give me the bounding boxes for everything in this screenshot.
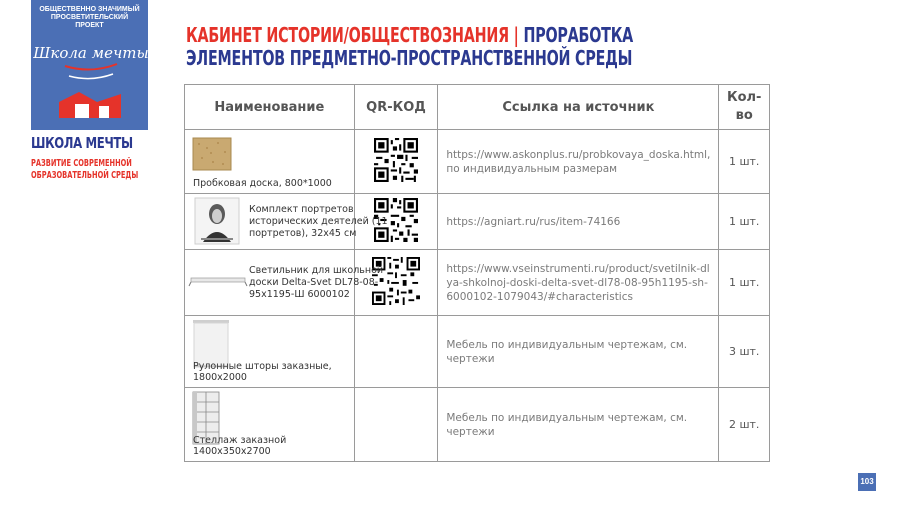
item-name-cell — [185, 130, 355, 194]
brand-name: ШКОЛА МЕЧТЫ — [31, 134, 133, 152]
header-link: Ссылка на источник — [438, 85, 719, 130]
source-note: Мебель по индивидуальным чертежам, см. чертежи — [438, 388, 719, 462]
item-name: Комплект портретов исторических деятелей (11 портретов), 32х45 см — [249, 203, 388, 239]
qr-cell — [354, 130, 438, 194]
source-link[interactable]: https://www.vseinstrumenti.ru/product/svetilnik-dlya-shkolnoj-doski-delta-svet-dl78-08-95h1195-sh-6000102-1079043/#characteristics — [438, 250, 719, 316]
brand-subtitle-line1: РАЗВИТИЕ СОВРЕМЕННОЙ — [31, 158, 132, 169]
item-quantity: 1 шт. — [719, 130, 770, 194]
elements-table — [184, 84, 770, 462]
item-name-cell — [185, 388, 355, 462]
item-quantity: 1 шт. — [719, 194, 770, 250]
page-title — [186, 24, 729, 70]
item-name: Рулонные шторы заказные, 1800х2000 — [193, 361, 332, 383]
item-name: Пробковая доска, 800*1000 — [193, 178, 332, 189]
cork-board-image — [193, 138, 231, 170]
title-section: КАБИНЕТ ИСТОРИИ/ОБЩЕСТВОЗНАНИЯ — [186, 23, 509, 47]
qr-cell — [354, 316, 438, 388]
title-topic: ПРОРАБОТКА ЭЛЕМЕНТОВ ПРЕДМЕТНО-ПРОСТРАНСТВЕННОЙ СРЕДЫ — [186, 23, 634, 70]
page-number: 103 — [858, 473, 876, 491]
table-row — [185, 250, 770, 316]
item-quantity: 2 шт. — [719, 388, 770, 462]
house-icon — [59, 88, 121, 118]
item-name-cell — [185, 194, 388, 250]
lamp-image — [189, 274, 247, 288]
table-row — [185, 316, 770, 388]
header-qty: Кол- во — [719, 85, 770, 130]
table-row — [185, 130, 770, 194]
source-link[interactable]: https://agniart.ru/rus/item-74166 — [438, 194, 719, 250]
item-name: Светильник для школьной доски Delta-Svet DL78-08-95х1195-Ш 6000102 — [249, 264, 384, 300]
item-name-cell — [185, 316, 355, 388]
source-note: Мебель по индивидуальным чертежам, см. чертежи — [438, 316, 719, 388]
portrait-image — [195, 198, 239, 244]
brand-subtitle — [31, 158, 150, 182]
brand-panel — [31, 0, 148, 130]
qr-code-icon[interactable] — [374, 138, 418, 182]
logo-script-text: Школа мечты — [33, 44, 149, 62]
item-name-cell — [185, 250, 384, 316]
title-separator: | — [513, 23, 519, 47]
source-link[interactable]: https://www.askonplus.ru/probkovaya_doska.html, по индивидуальным размерам — [438, 130, 719, 194]
school-of-dreams-logo — [33, 36, 149, 88]
header-qr: QR-КОД — [354, 85, 438, 130]
table-row — [185, 388, 770, 462]
item-name: Стеллаж заказной 1400х350х2700 — [193, 435, 287, 457]
qr-cell — [354, 388, 438, 462]
header-name: Наименование — [185, 85, 355, 130]
brand-subtitle-line2: ОБРАЗОВАТЕЛЬНОЙ СРЕДЫ — [31, 170, 139, 181]
table-header-row — [185, 85, 770, 130]
table-row — [185, 194, 770, 250]
project-label: ОБЩЕСТВЕННО ЗНАЧИМЫЙ ПРОСВЕТИТЕЛЬСКИЙ ПРОЕКТ — [39, 6, 140, 29]
item-quantity: 3 шт. — [719, 316, 770, 388]
item-quantity: 1 шт. — [719, 250, 770, 316]
